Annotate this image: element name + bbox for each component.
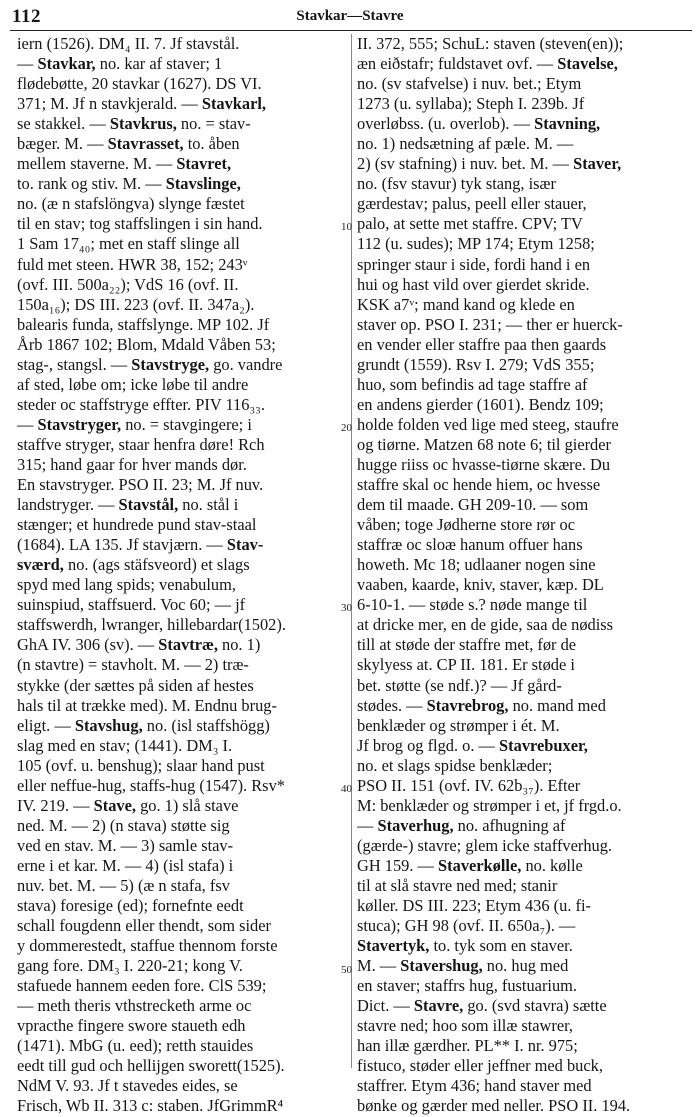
right-line: hugge riiss oc hvasse-tiørne skære. Du: [357, 454, 611, 474]
left-line: GhA IV. 306 (sv). — Stavtræ, no. 1): [17, 635, 261, 655]
left-line: suinspiud, staffsuerd. Voc 60; — jf: [17, 595, 246, 615]
left-line: spyd med lang spids; venabulum,: [17, 575, 236, 595]
left-line: nuv. bet. M. — 5) (æ n stafa, fsv: [17, 875, 230, 895]
right-line: æn eiðstafr; fuldstavet ovf. — Stavelse,: [357, 54, 618, 74]
headword: Stavstål,: [118, 495, 179, 515]
right-line: springer staur i side, fordi hand i en: [357, 254, 591, 274]
headword: sværd,: [17, 555, 64, 575]
right-line: en andens gierder (1601). Bendz 109;: [357, 394, 604, 414]
left-line: fuld met steen. HWR 38, 152; 243ᵛ: [17, 254, 248, 274]
headword: Stavelse,: [557, 54, 618, 74]
left-line: staffswerdh, lwranger, hillebardar(1502).: [17, 615, 286, 635]
headword: Stavkrus,: [109, 114, 177, 134]
left-line: hals til at trække med). M. Endnu brug-: [17, 695, 277, 715]
left-line: eedt till gud och hellijgen sworett(1525).: [17, 1056, 285, 1076]
left-line: 1 Sam 17₄₀; met en staff slinge all: [17, 234, 240, 254]
right-line: stødes. — Stavrebrog, no. mand med: [357, 695, 606, 715]
right-line: till at støde der staffre met, før de: [357, 635, 577, 655]
headword: Stavret,: [176, 154, 232, 174]
headword: Stavrebuxer,: [499, 735, 588, 755]
left-line: no. (æ n stafslöngva) slynge fæstet: [17, 194, 245, 214]
right-line: M: benklæder og strømper i et, jf frgd.o.: [357, 795, 622, 815]
right-line: staffrer. Etym 436; hand staver med: [357, 1076, 592, 1096]
left-line: stava) foresige (ed); fornefnte eedt: [17, 896, 244, 916]
left-line: En stavstryger. PSO II. 23; M. Jf nuv.: [17, 475, 264, 495]
left-line: 315; hand gaar for hver mands dør.: [17, 454, 247, 474]
left-line: eller neffue-hug, staffs-hug (1547). Rsv*: [17, 775, 285, 795]
right-line: no. et slags spidse benklæder;: [357, 755, 553, 775]
headword: Staverkølle,: [438, 855, 522, 875]
right-line: KSK a7ᵛ; mand kand og klede en: [357, 294, 575, 314]
headword: Stav-: [226, 535, 264, 555]
right-line: Stavertyk, to. tyk som en staver.: [357, 936, 573, 956]
left-line: schall fougdenn eller thendt, som sider: [17, 916, 271, 936]
headword: Stavning,: [534, 114, 601, 134]
headword: Stavrebrog,: [426, 695, 509, 715]
left-line: landstryger. — Stavstål, no. stål i: [17, 495, 239, 515]
left-line: af sted, løbe om; icke løbe til andre: [17, 374, 249, 394]
left-line: (1684). LA 135. Jf stavjærn. — Stav-: [17, 535, 264, 555]
right-line: holde folden ved lige med steeg, staufre: [357, 414, 619, 434]
right-line: en vender eller staffre paa then gaards: [357, 334, 607, 354]
left-line: NdM V. 93. Jf t stavedes eides, se: [17, 1076, 238, 1096]
headword: Stavertyk,: [357, 936, 430, 956]
left-line: (1471). MbG (u. eed); retth stauides: [17, 1036, 254, 1056]
right-line: staver op. PSO I. 231; — ther er huerck-: [357, 314, 623, 334]
headword: Stavrasset,: [107, 134, 184, 154]
headword: Stavstryge,: [131, 354, 210, 374]
line-number-20: 20: [341, 422, 352, 434]
right-line: — Staverhug, no. afhugning af: [357, 815, 566, 835]
right-line: våben; toge Jødherne store rør oc: [357, 515, 576, 535]
left-line: vpracthe fingere swore staueth edh: [17, 1016, 246, 1036]
right-line: hui og hast vild over gierdet skride.: [357, 274, 590, 294]
right-line: bet. støtte (se ndf.)? — Jf gård-: [357, 675, 562, 695]
right-line: at dricke mer, en de gide, saa de nødiss: [357, 615, 614, 635]
left-line: stafuede hannem eeden fore. ClS 539;: [17, 976, 267, 996]
headword: Staverhug,: [377, 815, 454, 835]
left-line: se stakkel. — Stavkrus, no. = stav-: [17, 114, 251, 134]
left-line: ned. M. — 2) (n stava) støtte sig: [17, 815, 230, 835]
line-number-10: 10: [341, 221, 352, 233]
left-line: mellem staverne. M. — Stavret,: [17, 154, 232, 174]
right-line: fistuco, støder eller jeffner med buck,: [357, 1056, 603, 1076]
right-line: no. (sv stafvelse) i nuv. bet.; Etym: [357, 74, 582, 94]
line-number-30: 30: [341, 602, 352, 614]
right-line: Jf brog og flgd. o. — Stavrebuxer,: [357, 735, 588, 755]
left-line: 371; M. Jf n stavkjerald. — Stavkarl,: [17, 94, 267, 114]
left-line: 105 (ovf. u. benshug); slaar hand pust: [17, 755, 265, 775]
right-line: overløbss. (u. overlob). — Stavning,: [357, 114, 601, 134]
headword: Stavshug,: [74, 715, 143, 735]
left-line: to. rank og stiv. M. — Stavslinge,: [17, 174, 241, 194]
right-line: no. (fsv stavur) tyk stang, især: [357, 174, 556, 194]
right-line: GH 159. — Staverkølle, no. kølle: [357, 855, 583, 875]
headword: Stavkarl,: [201, 94, 267, 114]
column-divider: [351, 34, 352, 1068]
right-line: 1273 (u. syllaba); Steph I. 239b. Jf: [357, 94, 585, 114]
headword: Stavre,: [413, 996, 464, 1016]
left-line: gang fore. DM₃ I. 220-21; kong V.: [17, 956, 243, 976]
page-number: 112: [12, 6, 41, 27]
right-line: no. 1) nedsætning af pæle. M. —: [357, 134, 574, 154]
right-line: benklæder og strømper i ét. M.: [357, 715, 560, 735]
left-line: IV. 219. — Stave, go. 1) slå stave: [17, 795, 239, 815]
left-line: stag-, stangsl. — Stavstryge, go. vandre: [17, 354, 283, 374]
right-line: bønke og gærder med neller. PSO II. 194.: [357, 1096, 631, 1116]
right-line: howeth. Mc 18; udlaaner nogen sine: [357, 555, 596, 575]
line-number-40: 40: [341, 783, 352, 795]
right-line: 6-10-1. — støde s.? nøde mange til: [357, 595, 588, 615]
right-line: 112 (u. sudes); MP 174; Etym 1258;: [357, 234, 595, 254]
left-line: Frisch, Wb II. 313 c: staben. JfGrimmR⁴: [17, 1096, 284, 1116]
left-line: iern (1526). DM₄ II. 7. Jf stavstål.: [17, 34, 240, 53]
headword: Stavtræ,: [158, 635, 218, 655]
headword: Stavkar,: [37, 54, 96, 74]
right-line: M. — Stavershug, no. hug med: [357, 956, 569, 976]
headword: Stave,: [93, 795, 136, 815]
right-line: stuca); GH 98 (ovf. II. 650a₇). —: [357, 916, 576, 936]
left-line: — Stavstryger, no. = stavgingere; i: [17, 414, 252, 434]
right-line: Dict. — Stavre, go. (svd stavra) sætte: [357, 996, 607, 1016]
right-line: en staver; staffrs hug, fustuarium.: [357, 976, 578, 996]
left-line: erne i et kar. M. — 4) (isl stafa) i: [17, 855, 234, 875]
left-line: — meth theris vthstrecketh arme oc: [17, 996, 252, 1016]
right-line: køller. DS III. 223; Etym 436 (u. fi-: [357, 896, 591, 916]
left-line: slag med en stav; (1441). DM₃ I.: [17, 735, 233, 755]
left-line: — Stavkar, no. kar af staver; 1: [17, 54, 223, 74]
left-line: steder oc staffstryge effter. PIV 116₃₃.: [17, 394, 265, 414]
right-line: palo, at sette met staffre. CPV; TV: [357, 214, 583, 234]
left-line: flødebøtte, 20 stavkar (1627). DS VI.: [17, 74, 262, 94]
right-line: II. 372, 555; SchuL: staven (steven(en));: [357, 34, 624, 53]
left-line: staffve stryger, staar henfra døre! Rch: [17, 434, 265, 454]
headword: Staver,: [573, 154, 622, 174]
right-line: PSO II. 151 (ovf. IV. 62b₃₇). Efter: [357, 775, 581, 795]
right-line: huo, som befindis ad tage staffre af: [357, 374, 588, 394]
line-number-50: 50: [341, 964, 352, 976]
left-line: (n stavtre) = stavholt. M. — 2) træ-: [17, 655, 249, 675]
right-line: (gærde-) stavre; glem icke staffverhug.: [357, 835, 613, 855]
left-line: Årb 1867 102; Blom, Mdald Våben 53;: [17, 334, 276, 354]
right-line: grundt (1559). Rsv I. 279; VdS 355;: [357, 354, 595, 374]
left-line: til en stav; tog staffslingen i sin hand.: [17, 214, 263, 234]
left-line: eligt. — Stavshug, no. (isl staffshögg): [17, 715, 270, 735]
right-line: vaaben, kaarde, kniv, staver, kæp. DL: [357, 575, 604, 595]
left-line: (ovf. III. 500a₂₂); VdS 16 (ovf. II.: [17, 274, 239, 294]
left-column: [17, 34, 348, 1117]
right-line: han illæ gærdher. PL** I. nr. 975;: [357, 1036, 578, 1056]
right-column: [357, 34, 693, 1117]
right-line: staffre skal oc hende hiem, oc hvesse: [357, 475, 601, 495]
right-line: til at slå stavre ned med; stanir: [357, 875, 558, 895]
left-line: sværd, no. (ags stäfsveord) et slags: [17, 555, 250, 575]
right-line: og tiørne. Matzen 68 note 6; til gierder: [357, 434, 611, 454]
left-line: ved en stav. M. — 3) samle stav-: [17, 835, 234, 855]
running-head: Stavkar—Stavre: [296, 8, 404, 24]
left-line: stykke (der sættes på siden af hestes: [17, 675, 254, 695]
right-line: dem til maade. GH 209-10. — som: [357, 495, 589, 515]
header-rule: [10, 30, 692, 31]
right-line: gærdestav; palus, peell eller stauer,: [357, 194, 587, 214]
left-line: stænger; et hundrede pund stav-staal: [17, 515, 257, 535]
left-line: 150a₁₆); DS III. 223 (ovf. II. 347a₂).: [17, 294, 255, 314]
left-line: bæger. M. — Stavrasset, to. åben: [17, 134, 240, 154]
headword: Stavershug,: [400, 956, 483, 976]
right-line: stavre ned; hoo som illæ stawrer,: [357, 1016, 574, 1036]
left-line: y dommerestedt, staffue thennom forste: [17, 936, 278, 956]
right-line: staffræ oc sloæ hanum offuer hans: [357, 535, 583, 555]
right-line: skylyess at. CP II. 181. Er støde i: [357, 655, 575, 675]
headword: Stavslinge,: [165, 174, 241, 194]
headword: Stavstryger,: [37, 414, 122, 434]
right-line: 2) (sv stafning) i nuv. bet. M. — Staver,: [357, 154, 622, 174]
left-line: balearis funda, staffslynge. MP 102. Jf: [17, 314, 270, 334]
